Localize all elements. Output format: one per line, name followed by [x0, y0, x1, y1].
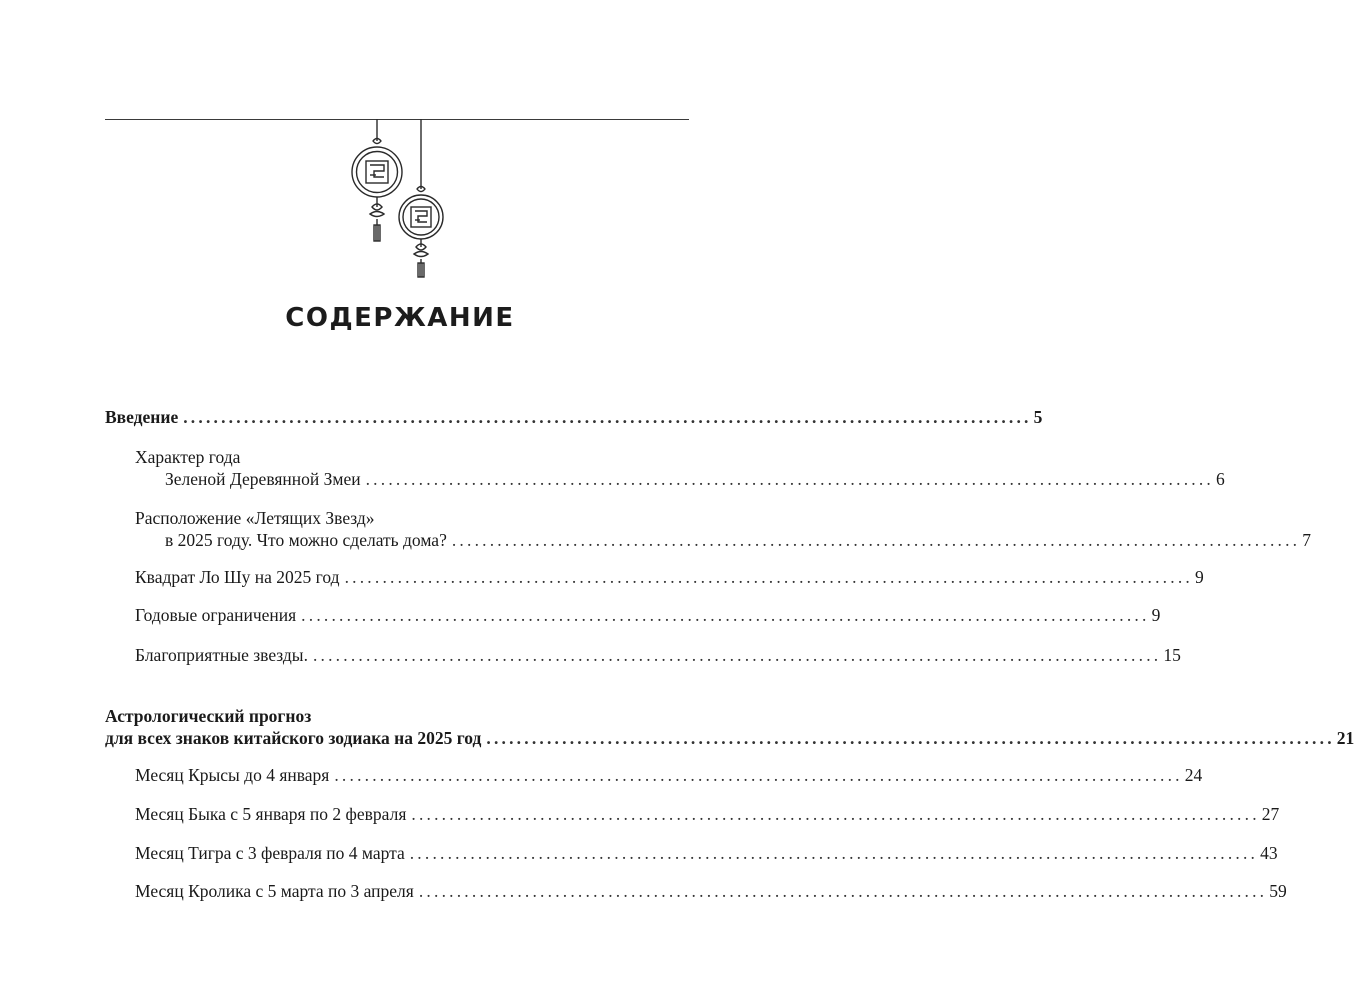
toc-page-number: 7 [1302, 530, 1311, 550]
toc-entry-month-rat[interactable] [105, 764, 1203, 786]
toc-entry-month-rabbit[interactable] [105, 880, 1287, 902]
toc-page-number: 9 [1194, 567, 1204, 587]
toc-entry-astro-forecast[interactable] [105, 705, 1354, 749]
toc-entry-label: Введение [105, 407, 179, 427]
toc-entry-label: Квадрат Ло Шу на 2025 год [135, 567, 340, 587]
dot-leader: ................................................................................................................ [183, 407, 1032, 427]
toc-entry-month-ox[interactable] [105, 803, 1280, 825]
toc-entry-label: Месяц Крысы до 4 января [135, 765, 330, 785]
toc-page-number: 15 [1163, 645, 1181, 665]
toc-entry-flying-stars[interactable] [105, 507, 1311, 551]
toc-entry-label-continued: в 2025 году. Что можно сделать дома? [165, 530, 447, 550]
toc-entry-label: Годовые ограничения [135, 605, 297, 625]
toc-entry-label: Месяц Быка с 5 января по 2 февраля [135, 804, 407, 824]
dot-leader: ................................................................................................................ [334, 765, 1183, 785]
dot-leader: ................................................................................................................ [411, 804, 1260, 824]
toc-page-number: 43 [1260, 843, 1278, 863]
hanging-chinese-lanterns-icon [330, 119, 470, 279]
toc-entry-label: Характер года [135, 447, 241, 467]
toc-entry-label: Месяц Тигра с 3 февраля по 4 марта [135, 843, 405, 863]
page-title: СОДЕРЖАНИЕ [285, 303, 515, 333]
dot-leader: ................................................................................................................ [301, 605, 1150, 625]
toc-entry-month-tiger[interactable] [105, 842, 1278, 864]
toc-entry-label-continued: для всех знаков китайского зодиака на 2025 год [105, 728, 482, 748]
dot-leader: ................................................................................................................ [451, 530, 1301, 550]
dot-leader: ................................................................................................................ [418, 881, 1268, 901]
toc-entry-label-continued: Зеленой Деревянной Змеи [165, 469, 361, 489]
toc-entry-intro[interactable] [105, 406, 1043, 428]
toc-page-number: 24 [1184, 765, 1203, 785]
toc-page-number: 9 [1151, 605, 1161, 625]
toc-page-number: 5 [1033, 407, 1043, 427]
toc-entry-annual-restrictions[interactable] [105, 604, 1161, 626]
toc-entry-lo-shu[interactable] [105, 566, 1204, 588]
toc-entry-year-character[interactable] [105, 446, 1225, 490]
toc-page-number: 6 [1216, 469, 1225, 489]
toc-entry-label: Месяц Кролика с 5 марта по 3 апреля [135, 881, 414, 901]
toc-page-number: 59 [1269, 881, 1287, 901]
dot-leader: ................................................................................................................ [409, 843, 1259, 863]
toc-entry-label: Благоприятные звезды. [135, 645, 308, 665]
toc-entry-label: Расположение «Летящих Звезд» [135, 508, 375, 528]
dot-leader: ................................................................................................................ [344, 567, 1193, 587]
toc-entry-label: Астрологический прогноз [105, 706, 312, 726]
dot-leader: ................................................................................................................ [486, 728, 1335, 748]
toc-page-number: 27 [1261, 804, 1280, 824]
dot-leader: ................................................................................................................ [365, 469, 1215, 489]
toc-page-number: 21 [1336, 728, 1354, 748]
dot-leader: ................................................................................................................ [312, 645, 1162, 665]
toc-entry-favorable-stars[interactable] [105, 644, 1181, 666]
